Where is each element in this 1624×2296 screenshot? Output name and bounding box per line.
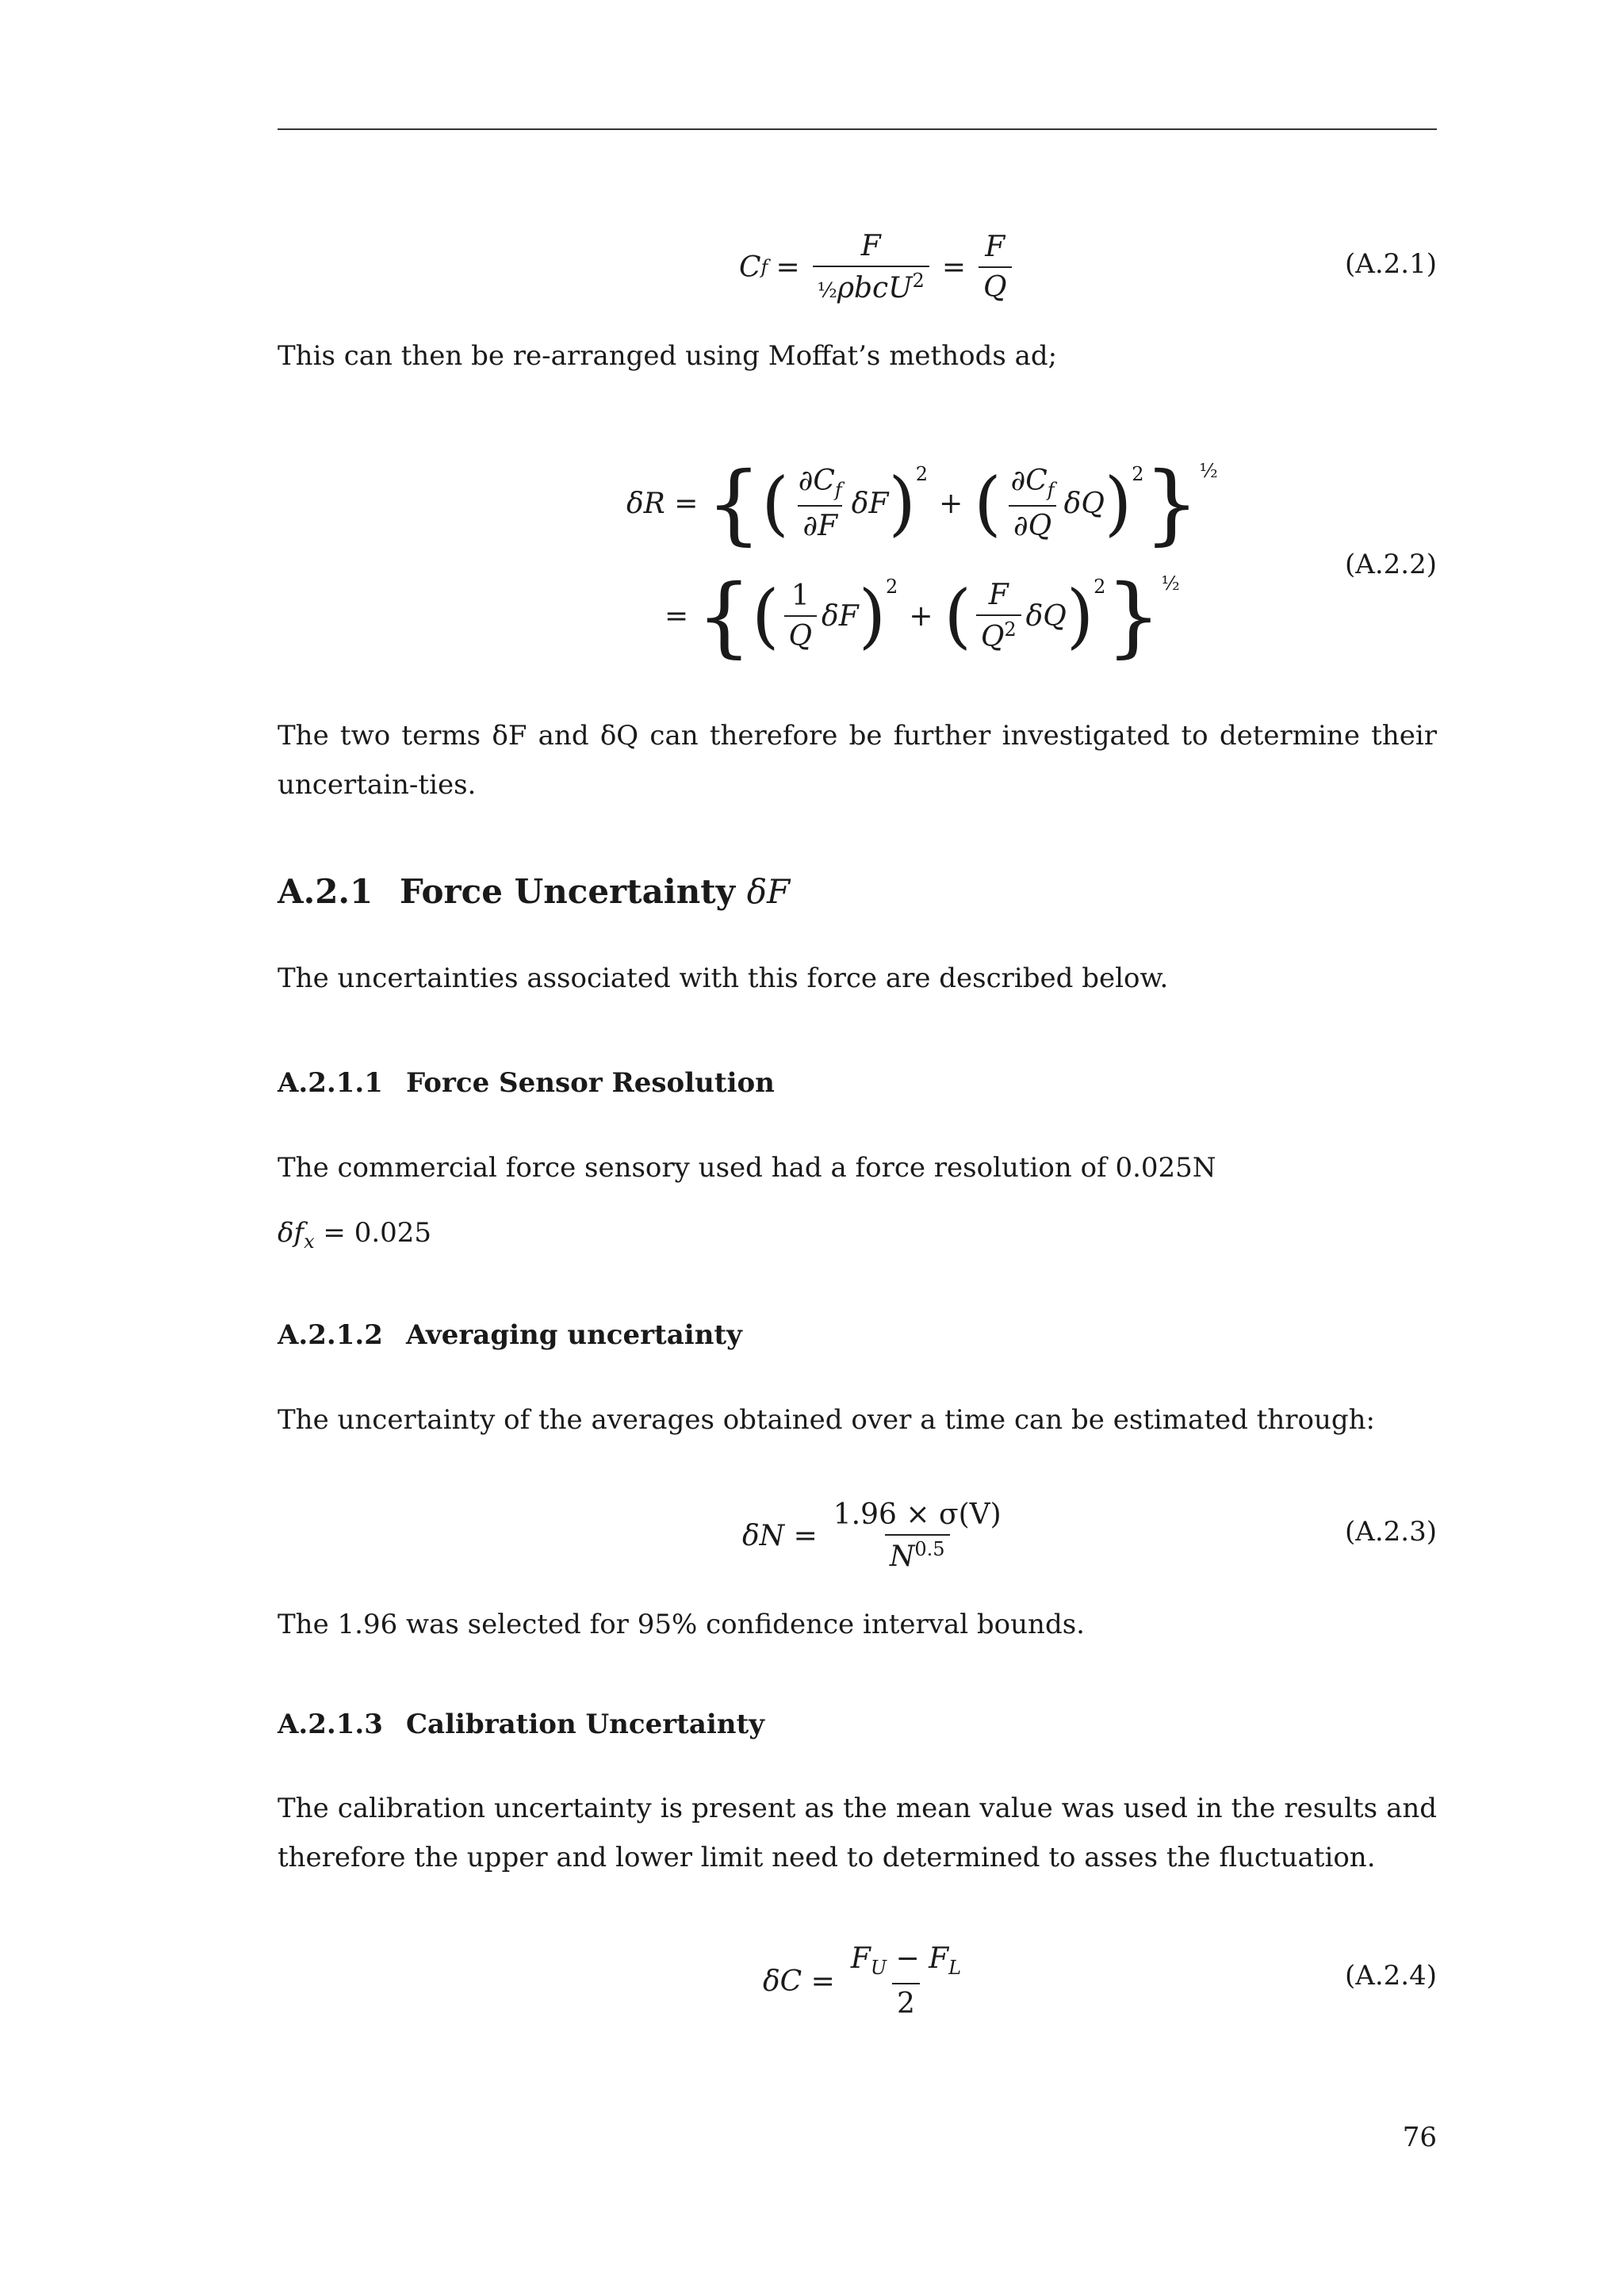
eq1-f1-num: F [860,230,881,262]
eq1-equals: = [776,251,800,284]
eq2-l1-fraction [794,465,847,542]
eq1-equals-2: = [941,251,966,284]
eq3-num: 1.96 × σ(V) [833,1498,1002,1531]
eq2-l1-square: 2 [915,463,929,485]
eq2-l2b-den: Q [980,621,1005,653]
equation-a-2-3 [742,1498,1011,1574]
header-rule [278,128,1437,130]
eq4-lhs: δC = [763,1965,835,1998]
eq2-l2-fraction [784,580,818,653]
eq1-f1-den: ρbcU [837,272,913,305]
subsection-heading-a-2-1-3 [278,1709,764,1740]
eq2-l2-num: 1 [791,579,810,612]
eq2-l2b-square: 2 [1094,576,1106,598]
eq4-den: 2 [892,1983,920,2020]
eq4-num-a: F [850,1942,871,1975]
eq4-num-a-sub: U [870,1957,887,1980]
subsection-title: Averaging uncertainty [406,1319,742,1351]
eq4-num-b-sub: L [948,1957,962,1980]
paragraph-5-rest: = 0.025 [314,1217,432,1249]
equation-a-2-4 [763,1942,971,2020]
paragraph-6: The uncertainty of the averages obtained over a time can be estimated through: [278,1404,1375,1436]
eq2-lhs: δR = [626,487,699,520]
eq1-f1-den-sup: 2 [912,270,925,293]
subsection-heading-a-2-1-1 [278,1067,775,1099]
paragraph-5-symbol: δf [278,1217,304,1249]
eq2-l2-square: 2 [886,576,898,598]
subsection-number: A.2.1.1 [278,1067,383,1099]
eq2-l1b-tail: δQ [1063,487,1105,520]
eq2-l2b-num: F [988,578,1009,611]
eq1-fraction-1 [813,230,929,305]
paragraph-3: The uncertainties associated with this force are described below. [278,962,1169,994]
section-symbol: δF [746,872,791,911]
eq1-lhs-sub: f [760,256,768,279]
eq2-l1b-square: 2 [1132,463,1144,485]
section-heading-a-2-1 [278,872,790,911]
eq1-f2-den: Q [979,266,1012,304]
eq2-l1-tail: δF [851,487,889,520]
equation-a-2-2-line-1: δR = { ( $\frac{\partial C_f}{\partial F}$ δF ) $^2$ + ( $\frac{\partial C_f}{\partial Q}$ δQ ) $^2$ } $^{\frac{1}{2}}$ [626,453,1218,554]
subsection-number: A.2.1.3 [278,1709,383,1740]
eq2-l2b-den-sup: 2 [1004,618,1017,641]
eq2-l1-den: ∂F [798,505,842,542]
eq2-l2b-tail: δQ [1025,599,1067,633]
eq2-l1-half: ½ [1199,460,1218,482]
eq1-f1-half: ½ [817,279,837,304]
eq-number-a-2-4: (A.2.4) [1345,1960,1437,1992]
eq2-l1-num-sub: f [834,479,842,502]
paragraph-7: The 1.96 was selected for 95% confidence interval bounds. [278,1609,1085,1640]
eq2-plus-1: + [939,487,963,520]
equation-a-2-2-line-2: = { ( $\frac{1}{Q}$ δF ) $^2$ + ( $\frac{F}{Q^2}$ δQ ) $^2$ } $^{\frac{1}{2}}$ [665,565,1180,667]
eq2-l1b-den: ∂Q [1009,505,1056,542]
eq3-lhs: δN = [742,1519,818,1552]
eq4-fraction [846,1942,966,2020]
subsection-heading-a-2-1-2 [278,1319,742,1351]
paragraph-5 [278,1208,431,1266]
eq4-num-b: F [929,1942,949,1975]
page-number: 76 [1402,2122,1437,2153]
section-title: Force Uncertainty [400,872,736,911]
paragraph-2: The two terms δF and δQ can therefore be further investigated to determine their uncertain-ties. [278,720,1437,801]
equation-a-2-1 [739,230,1017,305]
eq2-l2-equals: = [665,599,689,633]
subsection-title: Calibration Uncertainty [406,1709,764,1740]
paragraph-8: The calibration uncertainty is present as the mean value was used in the results and therefore the upper and lower limit need to determined to asses the fluctuation. [278,1793,1437,1873]
eq1-lhs: C [739,251,761,284]
eq3-fraction [829,1498,1006,1574]
paragraph-4: The commercial force sensory used had a force resolution of 0.025N [278,1152,1216,1184]
eq2-l1b-num-sub: f [1047,479,1055,502]
eq2-l1-num: ∂C [798,464,835,497]
eq1-f2-num: F [985,231,1005,263]
eq2-l2-den: Q [784,615,818,652]
eq4-num-op: − [887,1942,929,1975]
eq-number-a-2-3: (A.2.3) [1345,1516,1437,1548]
subsection-title: Force Sensor Resolution [406,1067,775,1099]
subsection-number: A.2.1.2 [278,1319,383,1351]
section-number: A.2.1 [278,872,373,911]
eq2-l2-half: ½ [1161,572,1180,595]
eq2-l2b-fraction [976,579,1021,654]
paragraph-5-sub: x [304,1230,315,1253]
eq-number-a-2-1: (A.2.1) [1345,248,1437,280]
eq-number-a-2-2: (A.2.2) [1345,549,1437,580]
eq1-fraction-2 [979,231,1012,304]
paragraph-1: This can then be re-arranged using Moffat’s methods ad; [278,340,1058,372]
eq3-den-sup: 0.5 [914,1538,945,1561]
eq2-plus-2: + [909,599,933,633]
eq3-den: N [889,1540,915,1574]
eq2-l1b-fraction [1006,465,1059,542]
eq2-l2-tail: δF [822,599,859,633]
eq2-l1b-num: ∂C [1010,464,1048,497]
